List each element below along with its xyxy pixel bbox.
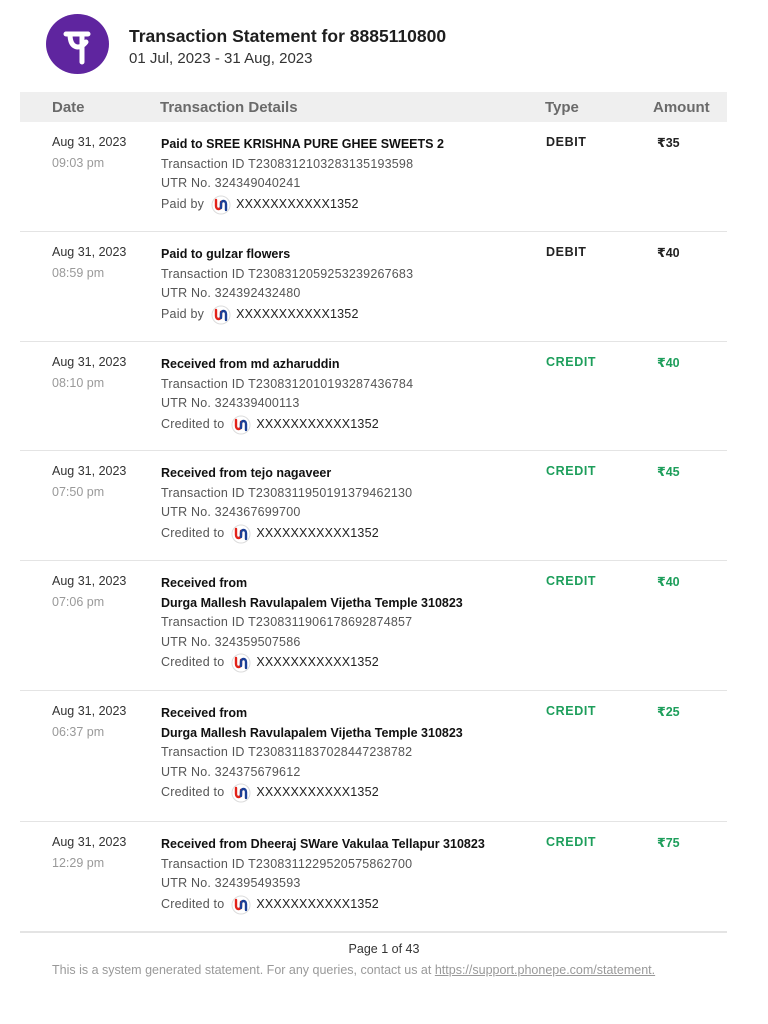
transaction-amount: ₹40: [657, 356, 680, 370]
account-label: Paid by: [161, 196, 205, 211]
column-header-details: Transaction Details: [160, 99, 298, 116]
utr-number: UTR No. 324395493593: [161, 876, 301, 890]
account-label: Paid by: [161, 306, 205, 321]
transaction-title: Received from: [161, 706, 248, 720]
transaction-type: CREDIT: [546, 704, 597, 718]
table-row: [20, 691, 727, 822]
transaction-type: CREDIT: [546, 355, 597, 369]
transaction-title: Durga Mallesh Ravulapalem Vijetha Temple 310823: [161, 595, 463, 610]
transaction-date: Aug 31, 2023: [52, 464, 127, 478]
transaction-time: 06:37 pm: [52, 725, 105, 739]
account-label: Credited to: [161, 525, 225, 540]
transaction-id: Transaction ID T2308311906178692874857: [161, 615, 413, 629]
account-number: XXXXXXXXXXX1352: [256, 416, 379, 431]
utr-number: UTR No. 324339400113: [161, 396, 300, 410]
transaction-type: DEBIT: [546, 135, 587, 149]
transaction-type: DEBIT: [546, 245, 587, 259]
account-number: XXXXXXXXXXX1352: [256, 785, 379, 800]
disclaimer-text: This is a system generated statement. For any queries, contact us at: [52, 963, 432, 977]
transaction-amount: ₹75: [657, 836, 680, 850]
table-row: [20, 122, 727, 232]
account-number: XXXXXXXXXXX1352: [256, 655, 379, 670]
table-row: [20, 822, 727, 932]
transaction-details: [161, 704, 541, 803]
table-header: [20, 92, 727, 122]
account-info: [161, 195, 541, 215]
account-number: XXXXXXXXXXX1352: [236, 306, 359, 321]
transaction-time: 09:03 pm: [52, 156, 105, 170]
account-info: [161, 524, 541, 544]
transaction-time: 08:59 pm: [52, 266, 105, 280]
transaction-title: Durga Mallesh Ravulapalem Vijetha Temple 310823: [161, 725, 463, 740]
transaction-details: [161, 574, 541, 673]
transaction-type: CREDIT: [546, 574, 597, 588]
utr-number: UTR No. 324359507586: [161, 634, 301, 649]
transaction-details: [161, 135, 541, 215]
utr-number: UTR No. 324392432480: [161, 286, 301, 300]
transaction-amount: ₹45: [657, 465, 680, 479]
transaction-date: Aug 31, 2023: [52, 835, 127, 849]
statement-header: [46, 14, 746, 76]
page-number: Page 1 of 43: [348, 942, 420, 956]
transaction-date: Aug 31, 2023: [52, 704, 127, 718]
transaction-id: Transaction ID T2308311950191379462130: [161, 485, 413, 500]
transaction-time: 07:06 pm: [52, 595, 105, 609]
transaction-time: 08:10 pm: [52, 376, 105, 390]
table-row: [20, 232, 727, 342]
transaction-amount: ₹25: [657, 705, 680, 719]
transaction-date: Aug 31, 2023: [52, 135, 127, 149]
utr-number: UTR No. 324349040241: [161, 176, 301, 190]
transaction-time: 07:50 pm: [52, 485, 105, 499]
utr-number: UTR No. 324375679612: [161, 764, 301, 779]
transaction-type: CREDIT: [546, 835, 597, 849]
transaction-title: Paid to gulzar flowers: [161, 247, 291, 261]
transaction-amount: ₹40: [657, 575, 680, 589]
statement-period: 01 Jul, 2023 - 31 Aug, 2023: [129, 50, 313, 67]
account-info: [161, 783, 541, 803]
union-bank-icon: [230, 415, 252, 435]
transaction-title: Paid to SREE KRISHNA PURE GHEE SWEETS 2: [161, 137, 444, 151]
account-label: Credited to: [161, 655, 225, 670]
transaction-title: Received from: [161, 576, 248, 590]
transaction-details: [161, 245, 541, 325]
union-bank-icon: [210, 195, 232, 215]
transaction-date: Aug 31, 2023: [52, 355, 127, 369]
account-info: [161, 415, 541, 435]
transaction-id: Transaction ID T2308312059253239267683: [161, 266, 414, 281]
transaction-date: Aug 31, 2023: [52, 574, 127, 588]
union-bank-icon: [210, 305, 232, 325]
account-number: XXXXXXXXXXX1352: [256, 525, 379, 540]
transaction-title: Received from tejo nagaveer: [161, 466, 332, 480]
transaction-amount: ₹35: [657, 136, 680, 150]
account-label: Credited to: [161, 416, 225, 431]
column-header-date: Date: [52, 99, 85, 116]
transaction-title: Received from Dheeraj SWare Vakulaa Tellapur 310823: [161, 837, 485, 851]
transaction-time: 12:29 pm: [52, 856, 105, 870]
transaction-id: Transaction ID T2308312103283135193598: [161, 156, 414, 171]
transaction-type: CREDIT: [546, 464, 597, 478]
page-title: Transaction Statement for 8885110800: [129, 26, 447, 46]
transaction-title: Received from md azharuddin: [161, 357, 340, 371]
account-label: Credited to: [161, 896, 225, 911]
union-bank-icon: [230, 653, 252, 673]
account-info: [161, 653, 541, 673]
account-number: XXXXXXXXXXX1352: [256, 896, 379, 911]
transaction-id: Transaction ID T2308311229520575862700: [161, 856, 413, 871]
transaction-details: [161, 464, 541, 544]
account-number: XXXXXXXXXXX1352: [236, 196, 359, 211]
table-row: [20, 561, 727, 691]
support-link[interactable]: https://support.phonepe.com/statement.: [434, 963, 656, 977]
transaction-details: [161, 355, 541, 435]
union-bank-icon: [230, 895, 252, 915]
transaction-id: Transaction ID T2308311837028447238782: [161, 745, 413, 759]
account-info: [161, 305, 541, 325]
phonepe-logo-icon: [46, 14, 109, 74]
transaction-id: Transaction ID T2308312010193287436784: [161, 376, 414, 391]
union-bank-icon: [230, 783, 252, 803]
disclaimer: [52, 963, 655, 977]
table-row: [20, 451, 727, 561]
account-info: [161, 895, 541, 915]
transaction-date: Aug 31, 2023: [52, 245, 127, 259]
union-bank-icon: [230, 524, 252, 544]
column-header-type: Type: [545, 99, 579, 116]
utr-number: UTR No. 324367699700: [161, 505, 301, 519]
column-header-amount: Amount: [653, 99, 710, 116]
table-row: [20, 342, 727, 451]
transaction-details: [161, 835, 541, 915]
account-label: Credited to: [161, 785, 225, 800]
transaction-amount: ₹40: [657, 246, 680, 260]
footer-divider: [20, 932, 727, 933]
